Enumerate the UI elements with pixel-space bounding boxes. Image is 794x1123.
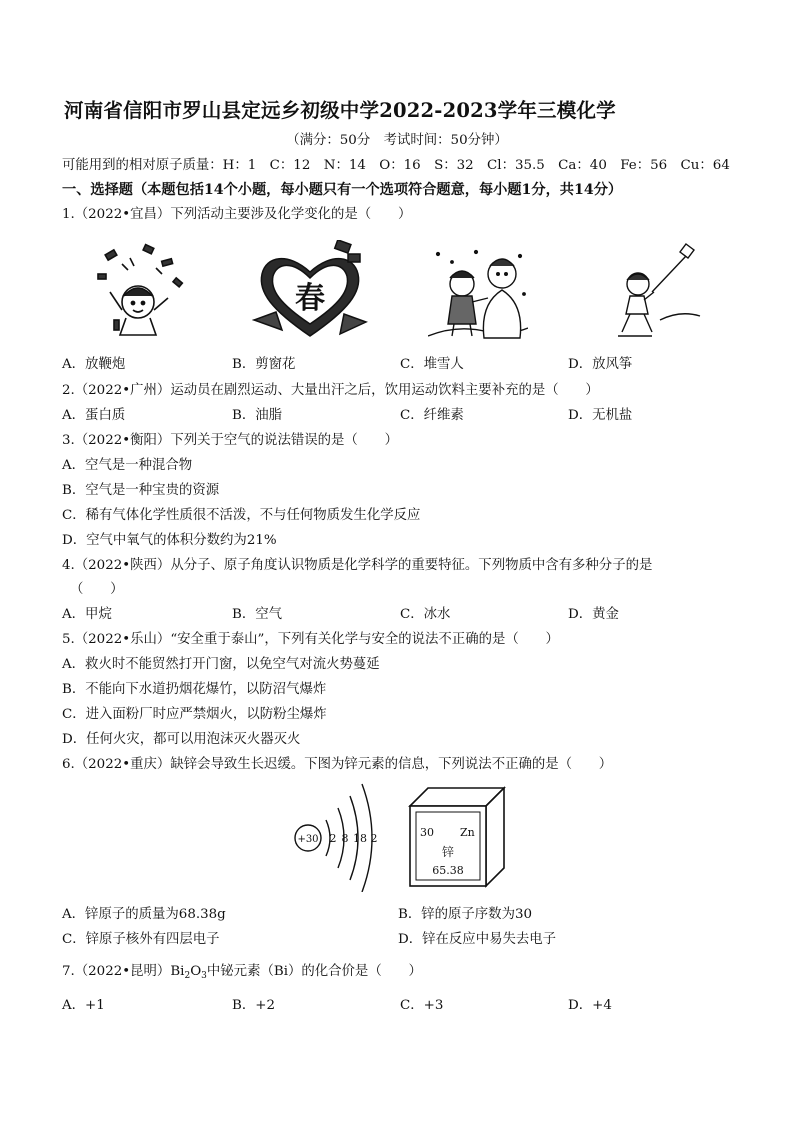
zinc-atom-structure-diagram (286, 780, 390, 892)
q1-option-c[interactable]: C．堆雪人 (400, 357, 464, 372)
shell-3-electrons: 18 (353, 832, 367, 845)
q3-option-a[interactable]: A．空气是一种混合物 (62, 458, 193, 473)
q7-stem-prefix: 7.（2022•昆明）Bi (62, 964, 185, 979)
q7-stem-element: O (190, 964, 202, 979)
q3-stem: 3.（2022•衡阳）下列关于空气的说法错误的是（ ） (62, 433, 398, 448)
page-title: 河南省信阳市罗山县定远乡初级中学2022-2023学年三模化学 (64, 99, 616, 122)
shell-1-electrons: 2 (329, 832, 337, 845)
q7-option-d[interactable]: D．+4 (568, 998, 612, 1013)
tile-element-name: 锌 (441, 845, 455, 859)
q3-option-b[interactable]: B．空气是一种宝贵的资源 (62, 483, 220, 498)
q1-option-d[interactable]: D．放风筝 (568, 357, 633, 372)
q2-option-b[interactable]: B．油脂 (232, 408, 283, 423)
tile-element-symbol: Zn (460, 826, 475, 839)
q5-option-d[interactable]: D．任何火灾，都可以用泡沫灭火器灭火 (62, 732, 301, 747)
q7-stem (62, 963, 422, 985)
q4-stem: 4.（2022•陕西）从分子、原子角度认识物质是化学科学的重要特征。下列物质中含有多种分子的是 (62, 558, 653, 573)
q7-option-c[interactable]: C．+3 (400, 998, 444, 1013)
zinc-element-tile (406, 784, 508, 890)
q4-option-b[interactable]: B．空气 (232, 607, 283, 622)
q4-option-a[interactable]: A．甲烷 (62, 607, 112, 622)
q4-option-c[interactable]: C．冰水 (400, 607, 451, 622)
kite-illustration (612, 240, 702, 340)
q6-option-a[interactable]: A．锌原子的质量为68.38g (62, 907, 226, 922)
paper-cut-illustration (252, 240, 370, 342)
q2-option-c[interactable]: C．纤维素 (400, 408, 464, 423)
q7-subscript: 2 (184, 971, 191, 981)
q4-option-d[interactable]: D．黄金 (568, 607, 619, 622)
q3-option-d[interactable]: D．空气中氧气的体积分数约为21% (62, 533, 277, 548)
q6-option-b[interactable]: B．锌的原子序数为30 (398, 907, 533, 922)
nucleus-charge: +30 (297, 834, 319, 845)
section-heading: 一、选择题（本题包括14个小题，每小题只有一个选项符合题意，每小题1分，共14分） (62, 182, 623, 198)
spring-character: 春 (295, 281, 325, 316)
q5-option-c[interactable]: C．进入面粉厂时应严禁烟火，以防粉尘爆炸 (62, 707, 327, 722)
q2-option-d[interactable]: D．无机盐 (568, 408, 633, 423)
tile-atomic-number: 30 (420, 826, 434, 839)
q5-option-a[interactable]: A．救火时不能贸然打开门窗，以免空气对流火势蔓延 (62, 657, 380, 672)
q7-stem-rest: 中铋元素（Bi）的化合价是（ ） (206, 964, 422, 979)
q6-option-d[interactable]: D．锌在反应中易失去电子 (398, 932, 557, 947)
q1-option-b[interactable]: B．剪窗花 (232, 357, 296, 372)
q1-stem: 1.（2022•宜昌）下列活动主要涉及化学变化的是（ ） (62, 207, 412, 222)
snowman-illustration (428, 244, 528, 340)
q2-option-a[interactable]: A．蛋白质 (62, 408, 126, 423)
tile-atomic-mass: 65.38 (432, 864, 464, 877)
shell-4-electrons: 2 (370, 832, 378, 845)
exam-info: （满分：50分 考试时间：50分钟） (286, 133, 508, 148)
q5-option-b[interactable]: B．不能向下水道扔烟花爆竹，以防沼气爆炸 (62, 682, 327, 697)
q6-option-c[interactable]: C．锌原子核外有四层电子 (62, 932, 220, 947)
q4-stem-cont: （ ） (70, 582, 124, 597)
q5-stem: 5.（2022•乐山）“安全重于泰山”，下列有关化学与安全的说法不正确的是（ ） (62, 632, 559, 647)
q2-stem: 2.（2022•广州）运动员在剧烈运动、大量出汗之后，饮用运动饮料主要补充的是（ ） (62, 383, 599, 398)
q7-option-a[interactable]: A．+1 (62, 998, 105, 1013)
firecracker-illustration (92, 240, 188, 340)
atomic-masses: 可能用到的相对原子质量：H：1 C：12 N：14 O：16 S：32 Cl：35.5 Ca：40 Fe：56 Cu：64 (62, 158, 730, 173)
q3-option-c[interactable]: C．稀有气体化学性质很不活泼，不与任何物质发生化学反应 (62, 508, 421, 523)
q6-stem: 6.（2022•重庆）缺锌会导致生长迟缓。下图为锌元素的信息，下列说法不正确的是（ ） (62, 757, 613, 772)
q7-option-b[interactable]: B．+2 (232, 998, 275, 1013)
q7-subscript-2: 3 (201, 971, 207, 981)
shell-2-electrons: 8 (341, 832, 349, 845)
q1-option-a[interactable]: A．放鞭炮 (62, 357, 126, 372)
